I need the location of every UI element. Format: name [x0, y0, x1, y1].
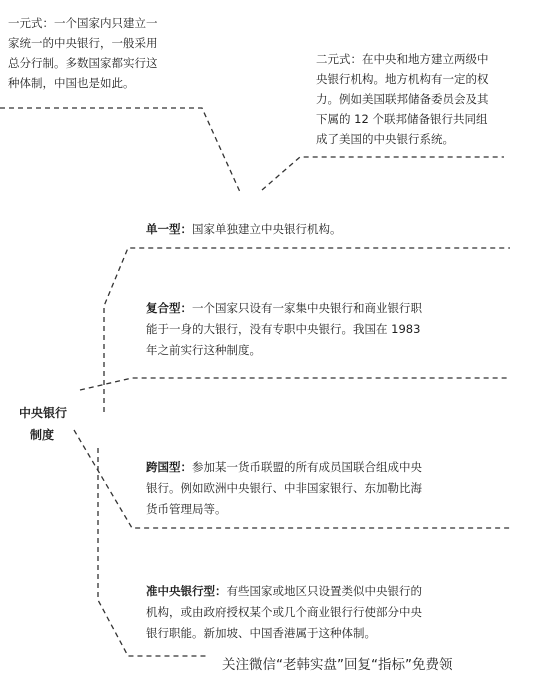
type-quasi: [146, 581, 422, 644]
unitary-line-3: 总分行制。多数国家都实行这: [8, 56, 158, 70]
unitary-line-4: 种体制，中国也是如此。: [8, 76, 135, 90]
connector-composite: [80, 378, 510, 390]
dual-line-4: 下属的 12 个联邦储备银行共同组: [316, 112, 488, 126]
type-single-line-1: 国家单独建立中央银行机构。: [192, 222, 342, 236]
center-line-1: 中央银行: [19, 406, 68, 420]
type-transnational-title: 跨国型：: [146, 460, 192, 474]
type-single-title: 单一型：: [146, 222, 192, 236]
center-line-2: 制度: [30, 428, 55, 442]
watermark-text: 关注微信“老韩实盘”回复“指标”免费领: [222, 657, 453, 673]
type-composite-title: 复合型：: [146, 301, 192, 315]
dual-line-2: 央银行机构。地方机构有一定的权: [316, 72, 489, 86]
unitary-line-1: 一元式：一个国家内只建立一: [8, 16, 158, 30]
type-composite-line-1: 一个国家只设有一家集中央银行和商业银行职: [192, 301, 422, 315]
connector-dual: [262, 157, 504, 190]
dual-line-3: 力。例如美国联邦储备委员会及其: [316, 92, 489, 106]
watermark-banner: [206, 653, 541, 679]
type-composite: [146, 298, 422, 361]
type-transnational-line-3: 货币管理局等。: [146, 502, 227, 516]
center-node-title: [19, 402, 67, 446]
type-single: [146, 219, 342, 239]
type-quasi-line-1: 有些国家或地区只设置类似中央银行的: [226, 584, 422, 598]
type-quasi-title: 准中央银行型：: [146, 584, 227, 598]
type-transnational: [146, 457, 422, 520]
type-composite-line-2: 能于一身的大银行，没有专职中央银行。我国在 1983: [146, 322, 421, 336]
type-composite-line-3: 年之前实行这种制度。: [146, 343, 261, 357]
unitary-line-2: 家统一的中央银行，一般采用: [8, 36, 158, 50]
type-quasi-line-3: 银行职能。新加坡、中国香港属于这种体制。: [146, 626, 376, 640]
dual-line-1: 二元式：在中央和地方建立两级中: [316, 52, 489, 66]
type-transnational-line-2: 银行。例如欧洲中央银行、中非国家银行、东加勒比海: [146, 481, 422, 495]
type-quasi-line-2: 机构，或由政府授权某个或几个商业银行行使部分中央: [146, 605, 422, 619]
dual-line-5: 成了美国的中央银行系统。: [316, 132, 454, 146]
dual-system-text: [316, 49, 489, 149]
connector-unitary: [0, 108, 240, 192]
type-transnational-line-1: 参加某一货币联盟的所有成员国联合组成中央: [192, 460, 422, 474]
unitary-system-text: [8, 13, 158, 93]
